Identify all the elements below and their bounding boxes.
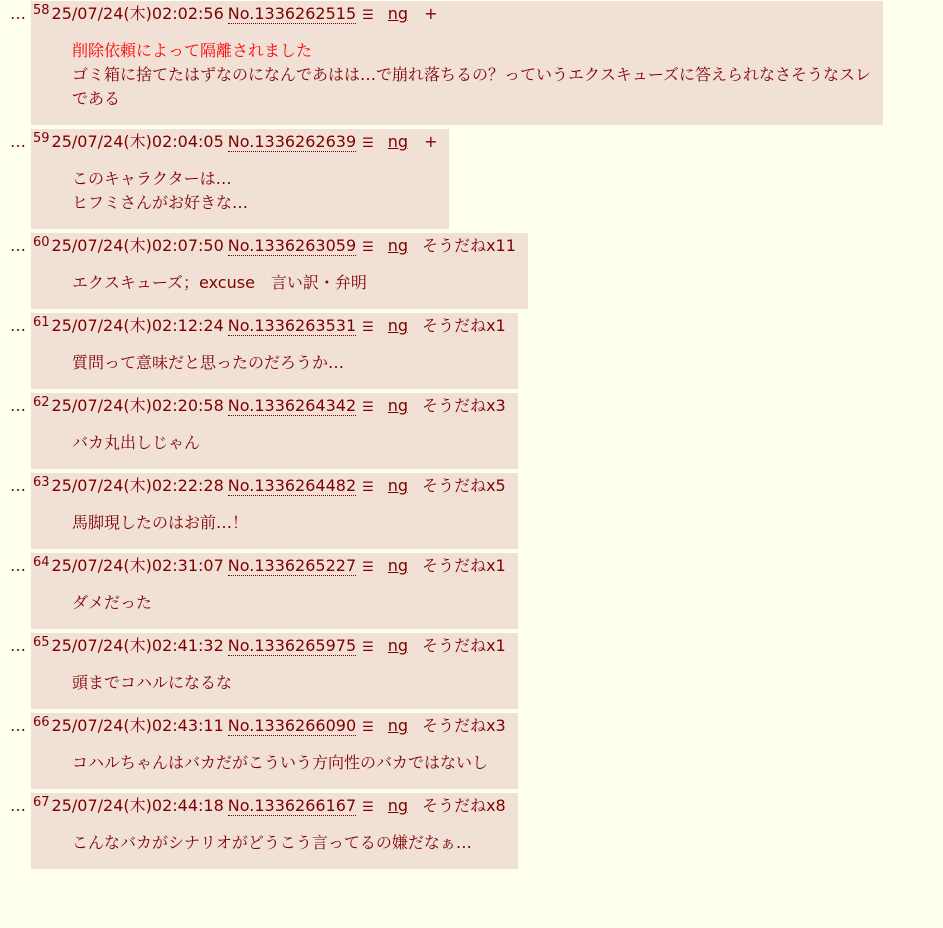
post-date: 25/07/24(木)02:02:56 <box>51 4 224 23</box>
post-date: 25/07/24(木)02:41:32 <box>51 636 224 655</box>
reply-number: 60 <box>33 235 50 250</box>
post-number-link[interactable]: No.1336262639 <box>227 132 357 151</box>
post-row <box>0 393 943 469</box>
ng-link[interactable]: ng <box>387 636 409 655</box>
post-row <box>0 129 943 229</box>
ng-link[interactable]: ng <box>387 716 409 735</box>
post-text-line: このキャラクターは… <box>72 169 232 188</box>
post-date: 25/07/24(木)02:22:28 <box>51 476 224 495</box>
post-row <box>0 553 943 629</box>
menu-icon[interactable]: ☰ <box>362 240 374 255</box>
post-body <box>33 661 506 705</box>
post-text-line: バカ丸出しじゃん <box>72 433 201 452</box>
post-header <box>33 633 506 661</box>
post-header <box>33 473 506 501</box>
post <box>31 473 518 549</box>
ellipsis-icon[interactable]: … <box>10 556 26 575</box>
post-text-line: 質問って意味だと思ったのだろうか… <box>72 353 345 372</box>
menu-icon[interactable]: ☰ <box>362 136 374 151</box>
ng-link[interactable]: ng <box>387 4 409 23</box>
ellipsis-icon[interactable]: … <box>10 396 26 415</box>
ng-link[interactable]: ng <box>387 316 409 335</box>
sodane-button[interactable]: そうだねx1 <box>422 636 506 655</box>
post-number-link[interactable]: No.1336265227 <box>227 556 357 575</box>
post <box>31 713 518 789</box>
post-date: 25/07/24(木)02:44:18 <box>51 796 224 815</box>
post-text-line: ヒフミさんがお好きな… <box>72 193 249 212</box>
post-text-line: エクスキューズ；excuse 言い訳・弁明 <box>72 273 367 292</box>
post-text-line: である <box>72 89 121 108</box>
post-row <box>0 313 943 389</box>
menu-icon[interactable]: ☰ <box>362 720 374 735</box>
sodane-button[interactable]: そうだねx3 <box>422 396 506 415</box>
post <box>31 129 449 229</box>
ellipsis-icon[interactable]: … <box>10 316 26 335</box>
post-body <box>33 157 437 225</box>
sodane-button[interactable]: そうだねx8 <box>422 796 506 815</box>
post <box>31 1 883 125</box>
menu-icon[interactable]: ☰ <box>362 640 374 655</box>
post-date: 25/07/24(木)02:04:05 <box>51 132 224 151</box>
post-body <box>33 581 506 625</box>
ng-link[interactable]: ng <box>387 476 409 495</box>
post-row <box>0 633 943 709</box>
post-number-link[interactable]: No.1336266167 <box>227 796 357 815</box>
post-number-link[interactable]: No.1336265975 <box>227 636 357 655</box>
post-body <box>33 29 871 121</box>
post-header <box>33 793 506 821</box>
reply-number: 59 <box>33 131 50 146</box>
post-number-link[interactable]: No.1336266090 <box>227 716 357 735</box>
sodane-button[interactable]: そうだねx11 <box>422 236 516 255</box>
menu-icon[interactable]: ☰ <box>362 480 374 495</box>
post-header <box>33 233 516 261</box>
post-number-link[interactable]: No.1336263531 <box>227 316 357 335</box>
ng-link[interactable]: ng <box>387 396 409 415</box>
post-body <box>33 501 506 545</box>
post-body <box>33 741 506 785</box>
sodane-button[interactable]: そうだねx1 <box>422 556 506 575</box>
post-row <box>0 233 943 309</box>
post-header <box>33 129 437 157</box>
post <box>31 393 518 469</box>
post-number-link[interactable]: No.1336264482 <box>227 476 357 495</box>
plus-button[interactable]: + <box>424 4 438 23</box>
post <box>31 793 518 869</box>
post-row <box>0 793 943 869</box>
sodane-button[interactable]: そうだねx3 <box>422 716 506 735</box>
post-body <box>33 261 516 305</box>
menu-icon[interactable]: ☰ <box>362 560 374 575</box>
reply-number: 67 <box>33 795 50 810</box>
post-date: 25/07/24(木)02:31:07 <box>51 556 224 575</box>
post-header <box>33 313 506 341</box>
post-body <box>33 341 506 385</box>
post <box>31 553 518 629</box>
reply-number: 61 <box>33 315 50 330</box>
ellipsis-icon[interactable]: … <box>10 476 26 495</box>
post-row <box>0 713 943 789</box>
plus-button[interactable]: + <box>424 132 438 151</box>
post-text-line: 馬脚現したのはお前…！ <box>72 513 249 532</box>
menu-icon[interactable]: ☰ <box>362 400 374 415</box>
post <box>31 633 518 709</box>
post-number-link[interactable]: No.1336262515 <box>227 4 357 23</box>
ellipsis-icon[interactable]: … <box>10 132 26 151</box>
post-row <box>0 473 943 549</box>
post-header <box>33 713 506 741</box>
ellipsis-icon[interactable]: … <box>10 636 26 655</box>
ellipsis-icon[interactable]: … <box>10 236 26 255</box>
post-header <box>33 393 506 421</box>
reply-number: 58 <box>33 3 50 18</box>
post-text-line: コハルちゃんはバカだがこういう方向性のバカではないし <box>72 753 489 772</box>
reply-number: 64 <box>33 555 50 570</box>
menu-icon[interactable]: ☰ <box>362 320 374 335</box>
post-date: 25/07/24(木)02:43:11 <box>51 716 224 735</box>
post-body <box>33 421 506 465</box>
reply-number: 62 <box>33 395 50 410</box>
reply-number: 65 <box>33 635 50 650</box>
post-header <box>33 1 871 29</box>
ellipsis-icon[interactable]: … <box>10 716 26 735</box>
post-date: 25/07/24(木)02:12:24 <box>51 316 224 335</box>
menu-icon[interactable]: ☰ <box>362 8 374 23</box>
post <box>31 233 528 309</box>
post-row <box>0 1 943 125</box>
reply-number: 66 <box>33 715 50 730</box>
post-text-line: 頭までコハルになるな <box>72 673 233 692</box>
post-number-link[interactable]: No.1336263059 <box>227 236 357 255</box>
ng-link[interactable]: ng <box>387 236 409 255</box>
post-date: 25/07/24(木)02:20:58 <box>51 396 224 415</box>
post-header <box>33 553 506 581</box>
post-date: 25/07/24(木)02:07:50 <box>51 236 224 255</box>
ng-link[interactable]: ng <box>387 796 409 815</box>
post-text-line: ゴミ箱に捨てたはずなのになんであはは…で崩れ落ちるの？っていうエクスキューズに答えられなさそうなスレ <box>72 65 872 84</box>
post-text-line: こんなバカがシナリオがどうこう言ってるの嫌だなぁ… <box>72 833 472 852</box>
ellipsis-icon[interactable]: … <box>10 796 26 815</box>
ng-link[interactable]: ng <box>387 132 409 151</box>
post-text-line: ダメだった <box>72 593 153 612</box>
post <box>31 313 518 389</box>
ng-link[interactable]: ng <box>387 556 409 575</box>
post-number-link[interactable]: No.1336264342 <box>227 396 357 415</box>
post-body <box>33 821 506 865</box>
sodane-button[interactable]: そうだねx5 <box>422 476 506 495</box>
reply-number: 63 <box>33 475 50 490</box>
deleted-notice: 削除依頼によって隔離されました <box>72 41 313 60</box>
sodane-button[interactable]: そうだねx1 <box>422 316 506 335</box>
menu-icon[interactable]: ☰ <box>362 800 374 815</box>
ellipsis-icon[interactable]: … <box>10 4 26 23</box>
